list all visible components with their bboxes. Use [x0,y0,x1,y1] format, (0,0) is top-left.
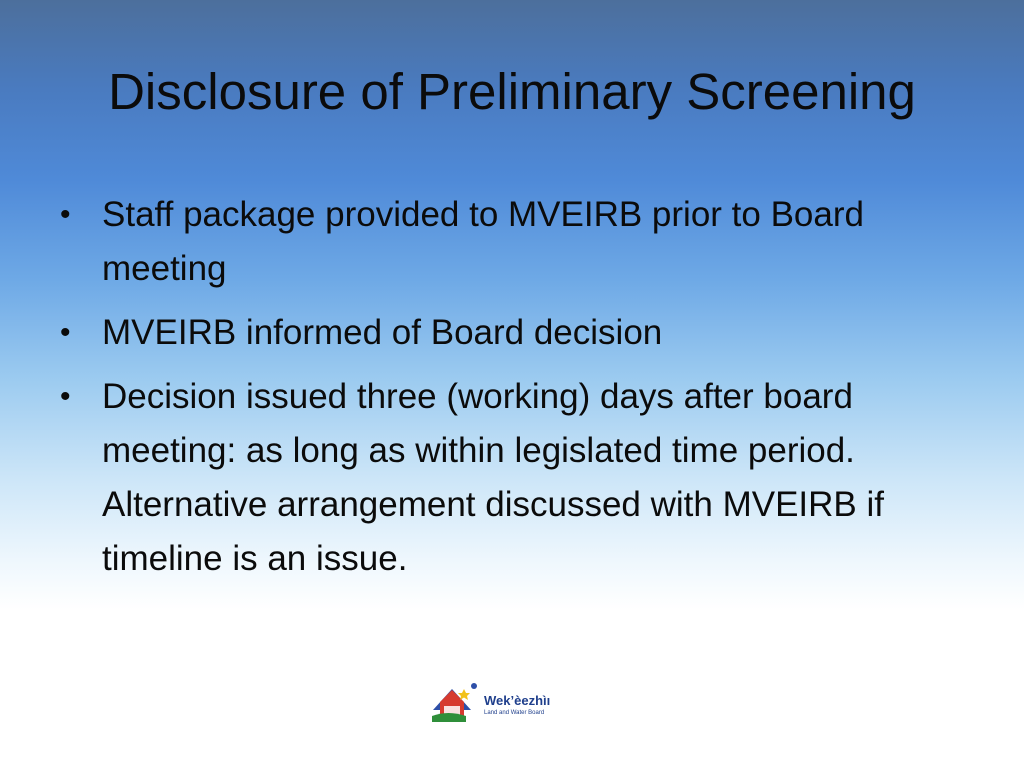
bullet-item [60,306,960,360]
board-logo [430,680,551,726]
bullet-text: Decision issued three (working) days after board meeting: as long as within legislated time period. Alternative arrangement discussed with MVEIRB if timeline is an issue. [102,377,884,578]
bullet-text: Staff package provided to MVEIRB prior to Board meeting [102,195,864,288]
bullet-item [60,370,960,586]
logo-subtitle: Land and Water Board [484,710,545,716]
bullet-item [60,188,960,296]
bullet-icon: • [60,316,71,349]
slide-title: Disclosure of Preliminary Screening [108,63,916,120]
logo-name: Wek’èezhìı [484,693,551,708]
bullet-icon: • [60,380,71,413]
board-logo-icon [430,680,484,726]
bullet-text: MVEIRB informed of Board decision [102,313,663,352]
bullet-icon: • [60,198,71,231]
bullet-list [60,188,960,596]
